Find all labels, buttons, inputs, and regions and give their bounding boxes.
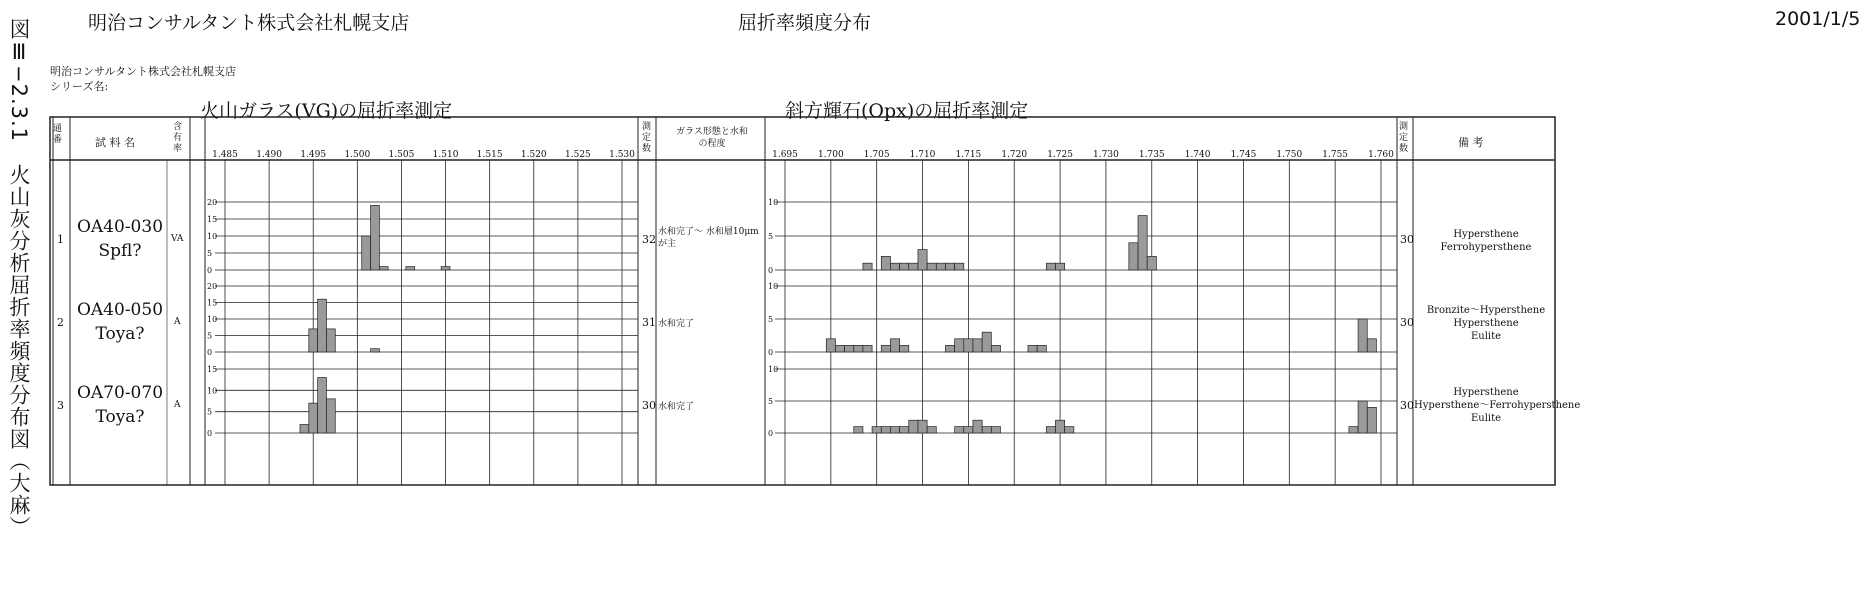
- vg-bar: [309, 403, 318, 433]
- vg-y-tick-label: 15: [207, 298, 218, 308]
- row-1-opx-count: 30: [1400, 233, 1414, 246]
- opx-tick-label: 1.715: [955, 150, 982, 160]
- row-2-sample: [70, 298, 170, 346]
- vg-tick-label: 1.495: [300, 150, 327, 160]
- opx-bar: [1129, 243, 1138, 270]
- opx-bar: [1046, 263, 1055, 270]
- row-3-remarks: [1414, 386, 1581, 425]
- row-2-remark-1: Bronzite～Hypersthene: [1426, 305, 1546, 316]
- opx-bar: [955, 427, 964, 433]
- row-3-content: A: [174, 400, 181, 410]
- opx-tick-label: 1.710: [909, 150, 936, 160]
- report-title: 屈折率頻度分布: [738, 12, 872, 34]
- row-3-sample-id: OA70-070: [76, 383, 164, 403]
- opx-bar: [955, 263, 964, 270]
- col-header-glass: ガラス形態と水和の程度: [676, 127, 748, 149]
- vg-bar: [371, 205, 380, 270]
- vg-tick-label: 1.485: [212, 150, 238, 160]
- opx-bar: [991, 345, 1000, 352]
- opx-bar: [973, 339, 982, 352]
- vg-bar: [318, 378, 327, 433]
- vg-bar: [300, 424, 309, 433]
- opx-bar: [881, 256, 890, 270]
- row-3-sample-tephra: Toya?: [95, 407, 145, 427]
- row-1-glass: [658, 226, 759, 250]
- opx-tick-label: 1.695: [772, 150, 798, 160]
- vg-y-tick-label: 10: [207, 386, 218, 396]
- row-2-no: 2: [57, 316, 64, 329]
- vg-y-tick-label: 0: [207, 266, 213, 275]
- opx-bar: [863, 263, 872, 270]
- opx-bar: [890, 339, 899, 352]
- opx-tick-label: 1.750: [1276, 150, 1303, 160]
- opx-tick-label: 1.730: [1093, 150, 1119, 160]
- col-header-opx-count: 測定数: [1399, 122, 1409, 154]
- vg-y-tick-label: 20: [207, 198, 218, 207]
- row-2-sample-id: OA40-050: [76, 300, 164, 320]
- opx-bar: [982, 332, 991, 352]
- vg-tick-label: 1.520: [520, 150, 547, 160]
- opx-bar: [890, 263, 899, 270]
- vg-tick-label: 1.490: [256, 150, 282, 160]
- vg-bar: [441, 267, 450, 270]
- vg-tick-label: 1.515: [476, 150, 503, 160]
- opx-y-tick-label: 10: [768, 365, 779, 374]
- table-frame: [50, 117, 1555, 485]
- opx-bar: [927, 427, 936, 433]
- opx-bar: [964, 427, 973, 433]
- opx-y-tick-label: 0: [768, 266, 774, 275]
- opx-bar: [1055, 263, 1064, 270]
- opx-bar: [1138, 216, 1147, 270]
- vg-y-tick-label: 10: [207, 315, 218, 324]
- opx-bar: [936, 263, 945, 270]
- row-1-remarks: [1414, 228, 1558, 254]
- opx-bar: [909, 420, 918, 433]
- opx-y-tick-label: 0: [768, 429, 774, 438]
- vg-bar: [362, 236, 371, 270]
- opx-bar: [1046, 427, 1055, 433]
- col-header-content: 含有率: [173, 122, 183, 154]
- opx-tick-label: 1.735: [1138, 150, 1165, 160]
- vg-bar: [371, 349, 380, 352]
- row-2-remarks: [1414, 304, 1558, 343]
- opx-y-tick-label: 5: [768, 232, 774, 241]
- vg-y-tick-label: 20: [207, 282, 218, 291]
- opx-bar: [982, 427, 991, 433]
- vg-bar: [326, 399, 335, 433]
- row-1-no: 1: [57, 233, 64, 246]
- vg-bar: [326, 329, 335, 352]
- row-1-sample-tephra: Spfl?: [98, 241, 142, 261]
- opx-bar: [890, 427, 899, 433]
- vg-bar: [379, 267, 388, 270]
- row-3-remark-2: Hypersthene～Ferrohypersthene: [1414, 400, 1581, 411]
- opx-bar: [1367, 407, 1376, 433]
- vg-tick-label: 1.510: [432, 150, 459, 160]
- row-3-remark-3: Eulite: [1470, 413, 1502, 424]
- opx-bar: [854, 345, 863, 352]
- opx-bar: [1028, 345, 1037, 352]
- vg-y-tick-label: 0: [207, 429, 213, 438]
- vg-bar: [309, 329, 318, 352]
- opx-section-title: 斜方輝石(Opx)の屈折率測定: [785, 100, 1029, 122]
- row-3-remark-1: Hypersthene: [1453, 387, 1519, 398]
- opx-tick-label: 1.755: [1322, 150, 1349, 160]
- opx-y-tick-label: 5: [768, 315, 774, 324]
- opx-bar: [900, 263, 909, 270]
- row-2-vg-count: 31: [642, 316, 656, 329]
- row-1-sample: [70, 215, 170, 263]
- opx-bar: [1037, 345, 1046, 352]
- row-2-glass: 水和完了: [658, 319, 695, 329]
- row-2-opx-count: 30: [1400, 316, 1414, 329]
- opx-tick-label: 1.705: [863, 150, 890, 160]
- col-header-sample: 試 料 名: [95, 136, 135, 149]
- row-1-glass-line2: が主: [658, 239, 677, 249]
- opx-tick-label: 1.740: [1184, 150, 1211, 160]
- opx-tick-label: 1.720: [1001, 150, 1028, 160]
- row-2-remark-2: Hypersthene: [1453, 318, 1519, 329]
- opx-bar: [927, 263, 936, 270]
- vg-tick-label: 1.530: [609, 150, 635, 160]
- row-1-content: VA: [171, 234, 184, 244]
- vg-y-tick-label: 5: [207, 331, 213, 341]
- row-3-vg-count: 30: [642, 399, 656, 412]
- opx-bar: [826, 339, 835, 352]
- vg-y-tick-label: 0: [207, 348, 213, 357]
- opx-tick-label: 1.725: [1047, 150, 1073, 160]
- opx-bar: [945, 345, 954, 352]
- vg-tick-label: 1.525: [565, 150, 591, 160]
- row-1-glass-line1: 水和完了～ 水和層10μm: [658, 227, 759, 237]
- company-small: 明治コンサルタント株式会社札幌支店: [50, 65, 237, 78]
- opx-bar: [881, 345, 890, 352]
- series-label: シリーズ名:: [50, 80, 109, 93]
- vg-y-tick-label: 5: [207, 249, 213, 258]
- report-date: 2001/1/5: [1775, 8, 1861, 30]
- opx-bar: [835, 345, 844, 352]
- opx-bar: [955, 339, 964, 352]
- opx-bar: [1349, 427, 1358, 433]
- vg-bar: [406, 267, 415, 270]
- opx-bar: [1065, 427, 1074, 433]
- opx-bar: [881, 427, 890, 433]
- row-1-remark-1: Hypersthene: [1453, 229, 1519, 240]
- opx-y-tick-label: 0: [768, 348, 774, 357]
- opx-y-tick-label: 5: [768, 397, 774, 406]
- figure-label: 図Ⅲ−2.3.1 火山灰分析屈折率頻度分布図（大麻）: [7, 18, 31, 539]
- vg-y-tick-label: 10: [207, 232, 218, 241]
- opx-bar: [973, 420, 982, 433]
- opx-bar: [1358, 319, 1367, 352]
- col-header-remarks: 備 考: [1458, 136, 1484, 149]
- opx-bar: [1367, 339, 1376, 352]
- row-1-sample-id: OA40-030: [76, 217, 164, 237]
- vg-y-tick-label: 5: [207, 407, 213, 417]
- row-2-content: A: [174, 317, 181, 327]
- opx-bar: [918, 250, 927, 270]
- opx-bar: [909, 263, 918, 270]
- row-2-remark-3: Eulite: [1470, 331, 1502, 342]
- opx-bar: [900, 427, 909, 433]
- row-1-vg-count: 32: [642, 233, 656, 246]
- row-3-sample: [70, 381, 170, 429]
- opx-y-tick-label: 10: [768, 282, 779, 291]
- opx-bar: [964, 339, 973, 352]
- opx-bar: [991, 427, 1000, 433]
- opx-bar: [872, 427, 881, 433]
- col-header-no: 通番: [53, 124, 63, 145]
- company-header: 明治コンサルタント株式会社札幌支店: [88, 12, 410, 34]
- col-header-vg-count: 測定数: [642, 122, 652, 154]
- opx-bar: [1147, 256, 1156, 270]
- opx-bar: [1055, 420, 1064, 433]
- vg-y-tick-label: 15: [207, 215, 218, 224]
- vg-bar: [318, 299, 327, 352]
- row-3-glass: 水和完了: [658, 402, 695, 412]
- opx-tick-label: 1.760: [1368, 150, 1394, 160]
- vg-tick-label: 1.500: [344, 150, 371, 160]
- row-3-no: 3: [57, 399, 64, 412]
- row-2-sample-tephra: Toya?: [95, 324, 145, 344]
- opx-bar: [1358, 401, 1367, 433]
- opx-bar: [918, 420, 927, 433]
- opx-bar: [900, 345, 909, 352]
- vg-tick-label: 1.505: [388, 150, 415, 160]
- row-3-opx-count: 30: [1400, 399, 1414, 412]
- opx-bar: [845, 345, 854, 352]
- opx-tick-label: 1.700: [817, 150, 844, 160]
- opx-y-tick-label: 10: [768, 198, 779, 207]
- opx-bar: [854, 427, 863, 433]
- opx-bar: [945, 263, 954, 270]
- opx-tick-label: 1.745: [1230, 150, 1257, 160]
- row-1-remark-2: Ferrohypersthene: [1440, 242, 1532, 253]
- vg-section-title: 火山ガラス(VG)の屈折率測定: [200, 100, 453, 122]
- opx-bar: [863, 345, 872, 352]
- vg-y-tick-label: 15: [207, 365, 218, 374]
